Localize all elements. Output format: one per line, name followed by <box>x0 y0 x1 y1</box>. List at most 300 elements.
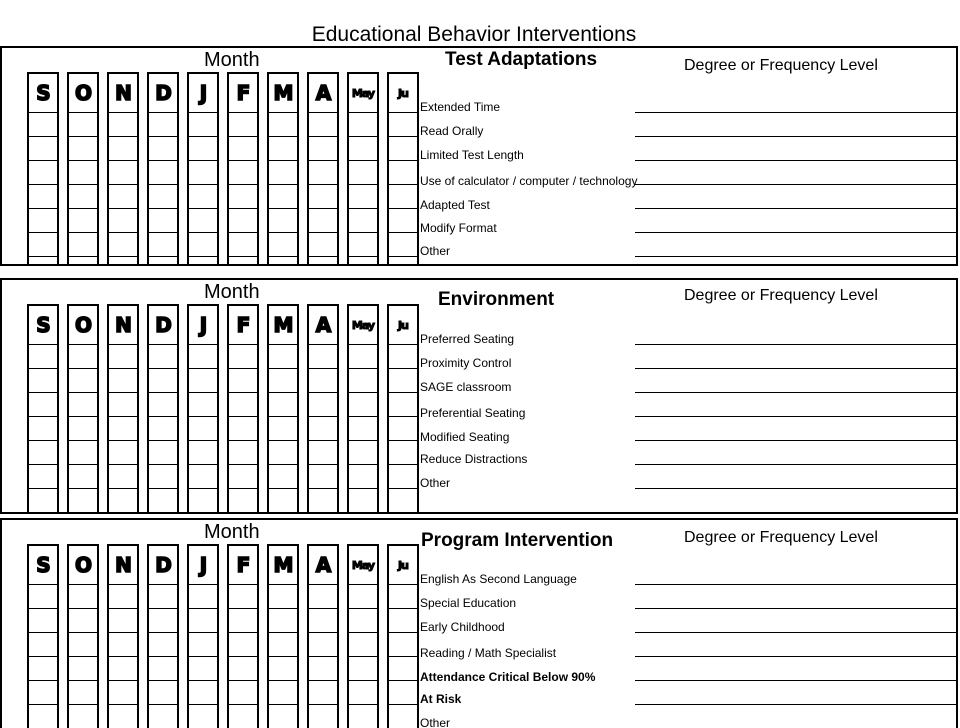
month-checkbox-cell[interactable] <box>69 368 97 392</box>
degree-entry-line[interactable] <box>635 704 958 705</box>
month-checkbox-cell[interactable] <box>309 344 337 368</box>
section-title: Test Adaptations <box>445 49 598 70</box>
intervention-row-label: At Risk <box>420 692 462 706</box>
month-header: J <box>199 553 207 577</box>
month-checkbox-cell[interactable] <box>189 344 217 368</box>
month-checkbox-cell[interactable] <box>29 184 57 208</box>
month-checkbox-cell[interactable] <box>109 232 137 256</box>
intervention-row-label: Special Education <box>420 596 517 610</box>
month-column-j <box>187 304 219 514</box>
month-column-m <box>267 72 299 266</box>
month-checkbox-cell[interactable] <box>389 632 417 656</box>
month-checkbox-cell[interactable] <box>109 464 137 488</box>
month-header: D <box>155 81 171 105</box>
document-title: Educational Behavior Interventions <box>311 23 637 46</box>
month-checkbox-cell[interactable] <box>389 392 417 416</box>
month-checkbox-cell[interactable] <box>309 232 337 256</box>
intervention-row-label: SAGE classroom <box>420 380 512 394</box>
month-column-a <box>307 544 339 728</box>
month-column-m <box>267 544 299 728</box>
month-checkbox-cell[interactable] <box>309 704 337 728</box>
month-checkbox-cell[interactable] <box>349 632 377 656</box>
month-header: May <box>351 86 375 100</box>
month-checkbox-cell[interactable] <box>69 112 97 136</box>
month-checkbox-cell[interactable] <box>189 256 217 266</box>
month-checkbox-cell[interactable] <box>29 488 57 512</box>
month-checkbox-cell[interactable] <box>189 208 217 232</box>
degree-entry-line[interactable] <box>635 368 958 369</box>
month-checkbox-cell[interactable] <box>389 368 417 392</box>
month-checkbox-cell[interactable] <box>29 256 57 266</box>
month-header: May <box>351 318 375 332</box>
intervention-row-label: Other <box>420 244 451 258</box>
month-checkbox-cell[interactable] <box>109 208 137 232</box>
intervention-row-label: Other <box>420 716 451 728</box>
month-checkbox-cell[interactable] <box>149 112 177 136</box>
month-checkbox-cell[interactable] <box>309 632 337 656</box>
month-checkbox-cell[interactable] <box>349 608 377 632</box>
intervention-row-label: Reduce Distractions <box>420 452 528 466</box>
degree-entry-line[interactable] <box>635 656 958 657</box>
month-checkbox-cell[interactable] <box>229 608 257 632</box>
month-checkbox-cell[interactable] <box>389 256 417 266</box>
month-header: F <box>236 313 250 337</box>
degree-entry-line[interactable] <box>635 440 958 441</box>
month-checkbox-cell[interactable] <box>229 680 257 704</box>
month-checkbox-cell[interactable] <box>149 392 177 416</box>
month-checkbox-cell[interactable] <box>189 632 217 656</box>
month-checkbox-cell[interactable] <box>389 464 417 488</box>
month-checkbox-cell[interactable] <box>29 344 57 368</box>
month-label: Month <box>204 281 260 303</box>
month-checkbox-cell[interactable] <box>389 440 417 464</box>
month-column-d <box>147 544 179 728</box>
month-checkbox-cell[interactable] <box>309 136 337 160</box>
month-checkbox-cell[interactable] <box>309 608 337 632</box>
month-checkbox-cell[interactable] <box>69 184 97 208</box>
month-checkbox-cell[interactable] <box>309 112 337 136</box>
month-checkbox-cell[interactable] <box>29 464 57 488</box>
month-checkbox-cell[interactable] <box>389 232 417 256</box>
month-checkbox-cell[interactable] <box>309 464 337 488</box>
month-header: F <box>236 553 250 577</box>
month-checkbox-cell[interactable] <box>269 416 297 440</box>
month-checkbox-cell[interactable] <box>189 184 217 208</box>
month-checkbox-cell[interactable] <box>269 704 297 728</box>
month-checkbox-cell[interactable] <box>69 632 97 656</box>
month-checkbox-cell[interactable] <box>189 704 217 728</box>
month-checkbox-cell[interactable] <box>269 488 297 512</box>
month-checkbox-cell[interactable] <box>149 416 177 440</box>
month-checkbox-cell[interactable] <box>109 632 137 656</box>
month-checkbox-cell[interactable] <box>69 344 97 368</box>
month-column-may <box>347 72 379 266</box>
month-checkbox-cell[interactable] <box>349 488 377 512</box>
month-checkbox-cell[interactable] <box>269 632 297 656</box>
degree-entry-line[interactable] <box>635 344 958 345</box>
month-checkbox-cell[interactable] <box>149 160 177 184</box>
month-checkbox-cell[interactable] <box>149 632 177 656</box>
month-checkbox-cell[interactable] <box>269 344 297 368</box>
month-checkbox-cell[interactable] <box>189 160 217 184</box>
month-header: M <box>273 553 293 577</box>
month-checkbox-cell[interactable] <box>149 368 177 392</box>
intervention-row-label: Modify Format <box>420 221 497 235</box>
month-checkbox-cell[interactable] <box>269 184 297 208</box>
month-checkbox-cell[interactable] <box>149 344 177 368</box>
degree-entry-line[interactable] <box>635 464 958 465</box>
month-checkbox-cell[interactable] <box>149 464 177 488</box>
month-checkbox-cell[interactable] <box>309 488 337 512</box>
month-checkbox-cell[interactable] <box>149 704 177 728</box>
month-checkbox-cell[interactable] <box>109 416 137 440</box>
month-checkbox-cell[interactable] <box>29 232 57 256</box>
month-checkbox-cell[interactable] <box>309 208 337 232</box>
month-checkbox-cell[interactable] <box>309 656 337 680</box>
month-checkbox-cell[interactable] <box>29 440 57 464</box>
month-checkbox-cell[interactable] <box>189 112 217 136</box>
month-checkbox-cell[interactable] <box>349 392 377 416</box>
month-column-f <box>227 544 259 728</box>
month-checkbox-cell[interactable] <box>229 464 257 488</box>
month-checkbox-cell[interactable] <box>69 208 97 232</box>
month-header: S <box>36 553 50 577</box>
month-header: S <box>36 81 50 105</box>
month-checkbox-cell[interactable] <box>309 160 337 184</box>
month-header: N <box>115 81 131 105</box>
month-checkbox-cell[interactable] <box>109 160 137 184</box>
month-checkbox-cell[interactable] <box>29 208 57 232</box>
degree-entry-line[interactable] <box>635 136 958 137</box>
month-checkbox-cell[interactable] <box>309 256 337 266</box>
month-checkbox-cell[interactable] <box>69 136 97 160</box>
month-column-s <box>27 544 59 728</box>
month-checkbox-cell[interactable] <box>389 656 417 680</box>
intervention-row-label: Use of calculator / computer / technology <box>420 174 638 188</box>
month-checkbox-cell[interactable] <box>349 656 377 680</box>
month-label: Month <box>204 49 260 71</box>
month-checkbox-cell[interactable] <box>349 416 377 440</box>
month-checkbox-cell[interactable] <box>229 632 257 656</box>
month-checkbox-cell[interactable] <box>149 232 177 256</box>
intervention-row-label: Proximity Control <box>420 356 512 370</box>
month-checkbox-cell[interactable] <box>69 656 97 680</box>
month-column-m <box>267 304 299 514</box>
month-checkbox-cell[interactable] <box>149 136 177 160</box>
month-header: Ju <box>398 86 408 100</box>
month-checkbox-cell[interactable] <box>269 368 297 392</box>
month-checkbox-cell[interactable] <box>269 584 297 608</box>
month-checkbox-cell[interactable] <box>69 256 97 266</box>
month-column-f <box>227 72 259 266</box>
month-checkbox-cell[interactable] <box>29 368 57 392</box>
month-checkbox-cell[interactable] <box>349 368 377 392</box>
section-title: Program Intervention <box>421 530 614 551</box>
month-checkbox-cell[interactable] <box>389 112 417 136</box>
intervention-row-label: Attendance Critical Below 90% <box>420 670 596 684</box>
month-checkbox-cell[interactable] <box>389 416 417 440</box>
month-checkbox-cell[interactable] <box>29 656 57 680</box>
degree-frequency-label: Degree or Frequency Level <box>684 287 878 304</box>
month-checkbox-cell[interactable] <box>29 392 57 416</box>
degree-frequency-label: Degree or Frequency Level <box>684 57 878 74</box>
month-column-n <box>107 544 139 728</box>
month-header: A <box>315 313 331 337</box>
month-header: O <box>74 313 91 337</box>
month-checkbox-cell[interactable] <box>269 232 297 256</box>
month-checkbox-cell[interactable] <box>149 488 177 512</box>
intervention-row-label: Reading / Math Specialist <box>420 646 557 660</box>
month-checkbox-cell[interactable] <box>189 608 217 632</box>
intervention-row-label: Read Orally <box>420 124 484 138</box>
month-checkbox-cell[interactable] <box>349 184 377 208</box>
month-checkbox-cell[interactable] <box>149 256 177 266</box>
month-checkbox-cell[interactable] <box>269 136 297 160</box>
month-checkbox-cell[interactable] <box>149 608 177 632</box>
month-column-j <box>187 544 219 728</box>
month-checkbox-cell[interactable] <box>389 208 417 232</box>
month-header: D <box>155 553 171 577</box>
month-checkbox-cell[interactable] <box>229 392 257 416</box>
month-checkbox-cell[interactable] <box>309 368 337 392</box>
month-header: O <box>74 81 91 105</box>
month-checkbox-cell[interactable] <box>349 160 377 184</box>
month-checkbox-cell[interactable] <box>109 608 137 632</box>
degree-entry-line[interactable] <box>635 680 958 681</box>
month-checkbox-cell[interactable] <box>189 392 217 416</box>
intervention-row-label: Preferred Seating <box>420 332 515 346</box>
month-checkbox-cell[interactable] <box>69 392 97 416</box>
month-checkbox-cell[interactable] <box>29 112 57 136</box>
month-checkbox-cell[interactable] <box>69 160 97 184</box>
month-checkbox-cell[interactable] <box>389 136 417 160</box>
month-checkbox-cell[interactable] <box>109 584 137 608</box>
month-checkbox-cell[interactable] <box>109 440 137 464</box>
degree-entry-line[interactable] <box>635 632 958 633</box>
degree-entry-line[interactable] <box>635 256 958 257</box>
degree-entry-line[interactable] <box>635 488 958 489</box>
month-checkbox-cell[interactable] <box>229 440 257 464</box>
month-checkbox-cell[interactable] <box>29 680 57 704</box>
test-adaptations-panel <box>0 46 958 266</box>
month-checkbox-cell[interactable] <box>229 488 257 512</box>
intervention-row-label: Other <box>420 476 451 490</box>
month-checkbox-cell[interactable] <box>229 704 257 728</box>
month-checkbox-cell[interactable] <box>349 440 377 464</box>
month-header: J <box>199 81 207 105</box>
month-checkbox-cell[interactable] <box>269 160 297 184</box>
degree-entry-line[interactable] <box>635 232 958 233</box>
month-checkbox-cell[interactable] <box>189 368 217 392</box>
month-checkbox-cell[interactable] <box>269 392 297 416</box>
month-checkbox-cell[interactable] <box>69 464 97 488</box>
month-checkbox-cell[interactable] <box>69 440 97 464</box>
month-header: M <box>273 313 293 337</box>
degree-entry-line[interactable] <box>635 392 958 393</box>
month-checkbox-cell[interactable] <box>349 208 377 232</box>
month-checkbox-cell[interactable] <box>69 680 97 704</box>
month-checkbox-cell[interactable] <box>389 344 417 368</box>
month-checkbox-cell[interactable] <box>229 136 257 160</box>
month-column-s <box>27 72 59 266</box>
month-checkbox-cell[interactable] <box>269 680 297 704</box>
month-checkbox-cell[interactable] <box>109 680 137 704</box>
degree-entry-line[interactable] <box>635 584 958 585</box>
month-checkbox-cell[interactable] <box>229 584 257 608</box>
month-checkbox-cell[interactable] <box>109 368 137 392</box>
month-checkbox-cell[interactable] <box>229 368 257 392</box>
month-checkbox-cell[interactable] <box>29 704 57 728</box>
month-checkbox-cell[interactable] <box>189 488 217 512</box>
month-column-j <box>187 72 219 266</box>
month-checkbox-cell[interactable] <box>189 464 217 488</box>
month-checkbox-cell[interactable] <box>309 584 337 608</box>
month-header: O <box>74 553 91 577</box>
degree-frequency-label: Degree or Frequency Level <box>684 529 878 546</box>
month-checkbox-cell[interactable] <box>189 680 217 704</box>
month-checkbox-cell[interactable] <box>349 232 377 256</box>
month-checkbox-cell[interactable] <box>269 464 297 488</box>
month-checkbox-cell[interactable] <box>389 680 417 704</box>
month-checkbox-cell[interactable] <box>69 232 97 256</box>
month-checkbox-cell[interactable] <box>69 704 97 728</box>
degree-entry-line[interactable] <box>635 112 958 113</box>
degree-entry-line[interactable] <box>635 608 958 609</box>
month-checkbox-cell[interactable] <box>149 656 177 680</box>
month-column-d <box>147 72 179 266</box>
month-checkbox-cell[interactable] <box>309 416 337 440</box>
month-checkbox-cell[interactable] <box>389 184 417 208</box>
month-checkbox-cell[interactable] <box>109 112 137 136</box>
month-checkbox-cell[interactable] <box>309 392 337 416</box>
degree-entry-line[interactable] <box>635 160 958 161</box>
month-checkbox-cell[interactable] <box>189 416 217 440</box>
month-checkbox-cell[interactable] <box>29 632 57 656</box>
month-column-a <box>307 72 339 266</box>
month-header: N <box>115 553 131 577</box>
month-checkbox-cell[interactable] <box>269 112 297 136</box>
month-checkbox-cell[interactable] <box>29 584 57 608</box>
month-checkbox-cell[interactable] <box>349 112 377 136</box>
month-checkbox-cell[interactable] <box>389 488 417 512</box>
month-checkbox-cell[interactable] <box>389 160 417 184</box>
month-checkbox-cell[interactable] <box>189 232 217 256</box>
month-column-o <box>67 544 99 728</box>
month-header: A <box>315 553 331 577</box>
month-column-o <box>67 72 99 266</box>
month-column-n <box>107 304 139 514</box>
month-checkbox-cell[interactable] <box>189 584 217 608</box>
month-checkbox-cell[interactable] <box>389 704 417 728</box>
month-checkbox-cell[interactable] <box>109 344 137 368</box>
month-checkbox-cell[interactable] <box>109 136 137 160</box>
month-checkbox-cell[interactable] <box>229 256 257 266</box>
intervention-row-label: Adapted Test <box>420 198 490 212</box>
month-checkbox-cell[interactable] <box>189 136 217 160</box>
month-checkbox-cell[interactable] <box>69 488 97 512</box>
month-checkbox-cell[interactable] <box>149 680 177 704</box>
month-checkbox-cell[interactable] <box>309 440 337 464</box>
month-checkbox-cell[interactable] <box>229 208 257 232</box>
month-header: N <box>115 313 131 337</box>
month-checkbox-cell[interactable] <box>269 440 297 464</box>
month-checkbox-cell[interactable] <box>109 704 137 728</box>
month-checkbox-cell[interactable] <box>109 184 137 208</box>
month-checkbox-cell[interactable] <box>29 136 57 160</box>
month-checkbox-cell[interactable] <box>349 680 377 704</box>
month-checkbox-cell[interactable] <box>349 136 377 160</box>
month-checkbox-cell[interactable] <box>29 160 57 184</box>
month-column-may <box>347 544 379 728</box>
section-title: Environment <box>438 289 555 310</box>
month-checkbox-cell[interactable] <box>109 656 137 680</box>
month-header: Ju <box>398 558 408 572</box>
month-checkbox-cell[interactable] <box>229 160 257 184</box>
month-column-d <box>147 304 179 514</box>
month-checkbox-cell[interactable] <box>109 256 137 266</box>
month-checkbox-cell[interactable] <box>389 584 417 608</box>
degree-entry-line[interactable] <box>635 184 958 185</box>
degree-entry-line[interactable] <box>635 208 958 209</box>
month-checkbox-cell[interactable] <box>109 488 137 512</box>
month-checkbox-cell[interactable] <box>189 656 217 680</box>
month-checkbox-cell[interactable] <box>149 208 177 232</box>
month-header: F <box>236 81 250 105</box>
month-checkbox-cell[interactable] <box>29 608 57 632</box>
month-checkbox-cell[interactable] <box>349 584 377 608</box>
month-checkbox-cell[interactable] <box>189 440 217 464</box>
month-checkbox-cell[interactable] <box>229 656 257 680</box>
degree-entry-line[interactable] <box>635 416 958 417</box>
month-label: Month <box>204 521 260 543</box>
month-checkbox-cell[interactable] <box>229 184 257 208</box>
month-checkbox-cell[interactable] <box>229 232 257 256</box>
month-checkbox-cell[interactable] <box>149 584 177 608</box>
month-checkbox-cell[interactable] <box>269 256 297 266</box>
month-checkbox-cell[interactable] <box>269 656 297 680</box>
month-checkbox-cell[interactable] <box>349 344 377 368</box>
month-checkbox-cell[interactable] <box>269 608 297 632</box>
month-checkbox-cell[interactable] <box>349 256 377 266</box>
month-checkbox-cell[interactable] <box>69 608 97 632</box>
program-intervention-panel <box>0 518 958 728</box>
month-checkbox-cell[interactable] <box>389 608 417 632</box>
month-checkbox-cell[interactable] <box>149 184 177 208</box>
month-checkbox-cell[interactable] <box>69 584 97 608</box>
month-checkbox-cell[interactable] <box>109 392 137 416</box>
month-checkbox-cell[interactable] <box>69 416 97 440</box>
month-header: D <box>155 313 171 337</box>
month-checkbox-cell[interactable] <box>229 416 257 440</box>
month-column-ju <box>387 72 419 266</box>
month-column-f <box>227 304 259 514</box>
intervention-row-label: English As Second Language <box>420 572 577 586</box>
month-checkbox-cell[interactable] <box>229 112 257 136</box>
month-column-o <box>67 304 99 514</box>
month-checkbox-cell[interactable] <box>349 704 377 728</box>
month-checkbox-cell[interactable] <box>309 184 337 208</box>
month-column-a <box>307 304 339 514</box>
month-checkbox-cell[interactable] <box>149 440 177 464</box>
month-checkbox-cell[interactable] <box>269 208 297 232</box>
month-checkbox-cell[interactable] <box>29 416 57 440</box>
month-column-ju <box>387 304 419 514</box>
month-checkbox-cell[interactable] <box>349 464 377 488</box>
month-checkbox-cell[interactable] <box>229 344 257 368</box>
intervention-row-label: Limited Test Length <box>420 148 524 162</box>
month-header: May <box>351 558 375 572</box>
month-checkbox-cell[interactable] <box>309 680 337 704</box>
